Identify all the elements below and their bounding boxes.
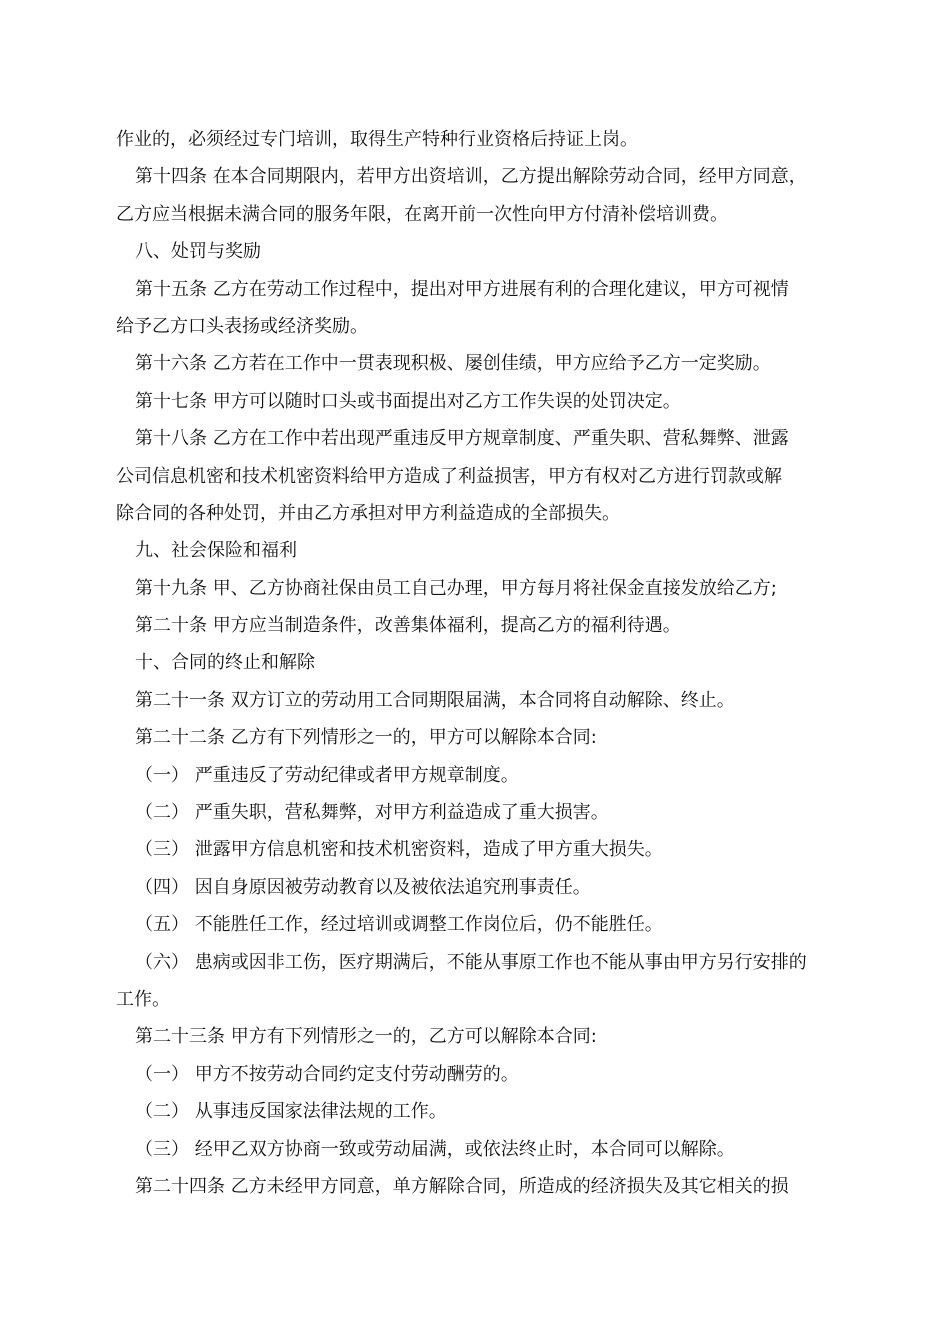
article-23-line: 第二十三条 甲方有下列情形之一的，乙方可以解除本合同:	[135, 1026, 597, 1048]
list-item: （一） 甲方不按劳动合同约定支付劳动酬劳的。	[135, 1063, 519, 1085]
article-19-line: 第十九条 甲、乙方协商社保由员工自己办理，甲方每月将社保金直接发放给乙方;	[135, 577, 777, 599]
article-16-line: 第十六条 乙方若在工作中一贯表现积极、屡创佳绩，甲方应给予乙方一定奖励。	[135, 353, 771, 375]
list-item: （四） 因自身原因被劳动教育以及被依法追究刑事责任。	[135, 876, 591, 898]
paragraph-line: 作业的，必须经过专门培训，取得生产特种行业资格后持证上岗。	[116, 129, 638, 150]
paragraph-line: 给予乙方口头表扬或经济奖励。	[116, 315, 368, 337]
list-item: （三） 泄露甲方信息机密和技术机密资料，造成了甲方重大损失。	[135, 839, 663, 861]
document-body	[116, 121, 838, 1205]
list-item: （三） 经甲乙双方协商一致或劳动届满，或依法终止时，本合同可以解除。	[135, 1138, 735, 1160]
article-24-line: 第二十四条 乙方未经甲方同意，单方解除合同，所造成的经济损失及其它相关的损	[135, 1175, 789, 1197]
paragraph-line: 乙方应当根据未满合同的服务年限，在离开前一次性向甲方付清补偿培训费。	[116, 203, 728, 225]
article-18-line: 第十八条 乙方在工作中若出现严重违反甲方规章制度、严重失职、营私舞弊、泄露	[135, 428, 789, 450]
article-22-line: 第二十二条 乙方有下列情形之一的，甲方可以解除本合同:	[135, 727, 597, 749]
article-14-line: 第十四条 在本合同期限内，若甲方出资培训，乙方提出解除劳动合同，经甲方同意，	[135, 166, 807, 188]
paragraph-line: 除合同的各种处罚，并由乙方承担对甲方利益造成的全部损失。	[116, 502, 620, 524]
list-item: （一） 严重违反了劳动纪律或者甲方规章制度。	[135, 764, 519, 786]
article-17-line: 第十七条 甲方可以随时口头或书面提出对乙方工作失误的处罚决定。	[135, 390, 681, 412]
list-item: （六） 患病或因非工伤，医疗期满后，不能从事原工作也不能从事由甲方另行安排的	[135, 951, 807, 973]
section-heading-8: 八、处罚与奖励	[135, 241, 261, 263]
article-20-line: 第二十条 甲方应当制造条件，改善集体福利，提高乙方的福利待遇。	[135, 615, 681, 637]
list-item: （五） 不能胜任工作，经过培训或调整工作岗位后，仍不能胜任。	[135, 914, 663, 936]
section-heading-9: 九、社会保险和福利	[135, 540, 297, 562]
paragraph-line: 公司信息机密和技术机密资料给甲方造成了利益损害，甲方有权对乙方进行罚款或解	[116, 465, 782, 487]
list-item: （二） 从事违反国家法律法规的工作。	[135, 1101, 447, 1123]
article-15-line: 第十五条 乙方在劳动工作过程中，提出对甲方进展有利的合理化建议，甲方可视情	[135, 278, 789, 300]
section-heading-10: 十、合同的终止和解除	[135, 652, 315, 674]
paragraph-line: 工作。	[116, 988, 170, 1010]
list-item: （二） 严重失职，营私舞弊，对甲方利益造成了重大损害。	[135, 802, 609, 824]
article-21-line: 第二十一条 双方订立的劳动用工合同期限届满，本合同将自动解除、终止。	[135, 689, 735, 711]
